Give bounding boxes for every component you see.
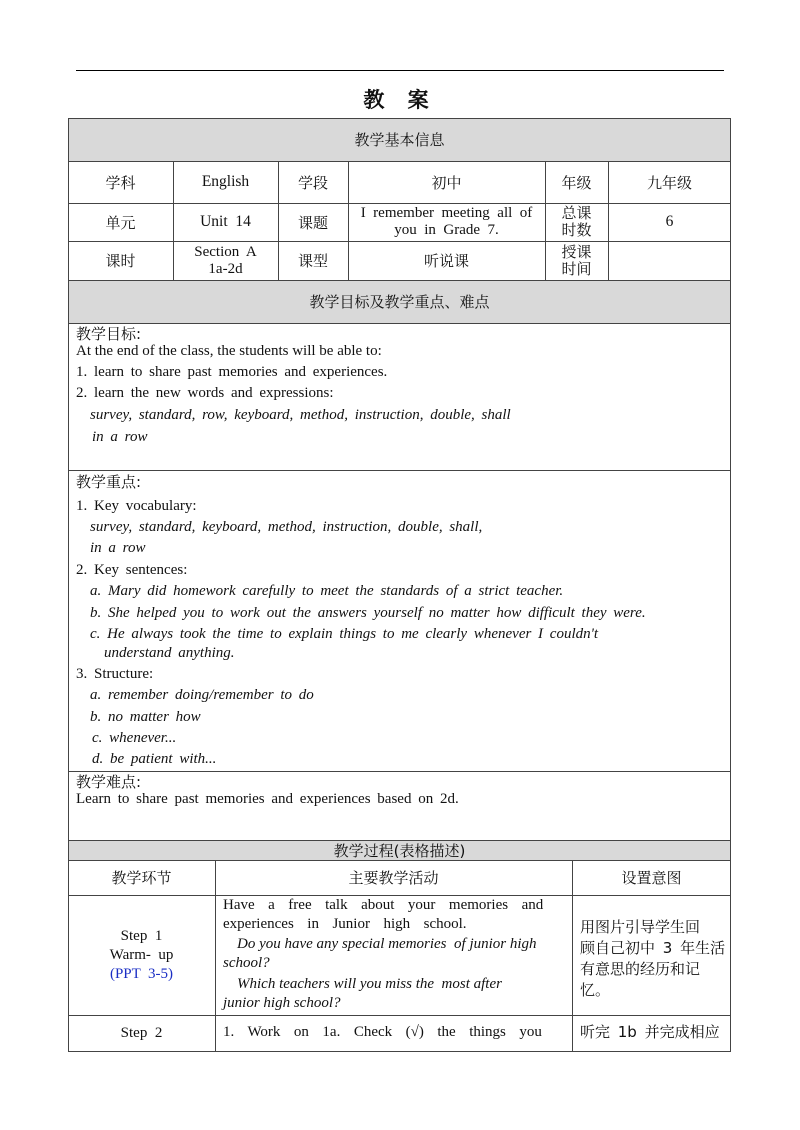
step1-activity-2: experiences in Junior high school. bbox=[223, 916, 467, 932]
key-label: 教学重点: bbox=[76, 473, 142, 491]
type-label: 课型 bbox=[297, 252, 328, 270]
key-points-section bbox=[68, 470, 731, 771]
grid-line bbox=[545, 161, 546, 280]
step2-intent bbox=[572, 1015, 731, 1051]
step1-name: Step 1 bbox=[120, 927, 163, 944]
key-vocab-2: in a row bbox=[90, 540, 146, 556]
class-time-label-1: 授课 bbox=[561, 242, 592, 261]
header-rule bbox=[76, 70, 724, 71]
grid-line bbox=[68, 161, 731, 162]
grid-line bbox=[68, 1051, 731, 1052]
difficult-points-section bbox=[68, 771, 731, 840]
step2-name: Step 2 bbox=[120, 1024, 163, 1041]
step2-intent-1: 听完 1b 并完成相应 bbox=[580, 1023, 720, 1041]
goal-item-1: 1. learn to share past memories and experiences. bbox=[76, 364, 388, 380]
grid-line bbox=[68, 470, 731, 471]
sentence-c-1: c. He always took the time to explain things to me clearly whenever I couldn't bbox=[90, 626, 599, 642]
subject-value: English bbox=[201, 173, 250, 190]
goal-intro: At the end of the class, the students will be able to: bbox=[76, 343, 382, 359]
structure-b: b. no matter how bbox=[90, 709, 201, 725]
period-value bbox=[173, 241, 278, 280]
grid-line bbox=[68, 860, 731, 861]
difficult-label: 教学难点: bbox=[76, 773, 142, 791]
step2-activity-1: 1. Work on 1a. Check (√) the things you bbox=[223, 1024, 542, 1040]
stage-value: 初中 bbox=[431, 173, 462, 192]
grid-line bbox=[68, 895, 731, 896]
grid-line bbox=[68, 840, 731, 841]
step1-intent-1: 用图片引导学生回 bbox=[580, 918, 701, 936]
step1-sub: Warm- up bbox=[109, 946, 174, 963]
grid-line bbox=[173, 161, 174, 280]
grid-line bbox=[608, 161, 609, 280]
grid-line bbox=[278, 161, 279, 280]
grid-line bbox=[68, 118, 69, 1052]
col-header-intent: 设置意图 bbox=[621, 869, 682, 887]
grid-line bbox=[68, 323, 731, 324]
topic-value bbox=[348, 203, 545, 241]
sentence-a: a. Mary did homework carefully to meet the standards of a strict teacher. bbox=[90, 583, 564, 599]
type-value: 听说课 bbox=[423, 252, 469, 270]
structure-a: a. remember doing/remember to do bbox=[90, 687, 314, 703]
grid-line bbox=[215, 860, 216, 1051]
step1-activity-3: Do you have any special memories of junior high bbox=[237, 936, 537, 952]
teaching-goals-section bbox=[68, 323, 731, 470]
period-line-2: 1a-2d bbox=[208, 260, 243, 277]
step1-intent-2: 顾自己初中 3 年生活 bbox=[580, 939, 726, 957]
stage-label: 学段 bbox=[297, 173, 328, 192]
step1-activity-1: Have a free talk about your memories and bbox=[223, 897, 544, 913]
total-hours-label-1: 总课 bbox=[561, 204, 592, 222]
class-time-value bbox=[608, 241, 731, 280]
total-hours-value: 6 bbox=[665, 213, 674, 230]
goal-label: 教学目标: bbox=[76, 325, 142, 343]
step1-ppt-ref: (PPT 3-5) bbox=[109, 965, 174, 982]
step1-intent-3: 有意思的经历和记 bbox=[580, 960, 701, 978]
goal-item-2: 2. learn the new words and expressions: bbox=[76, 385, 334, 401]
step1-activity-4: school? bbox=[223, 955, 270, 971]
sentence-c-2: understand anything. bbox=[104, 645, 235, 661]
difficult-text: Learn to share past memories and experiences based on 2d. bbox=[76, 791, 459, 807]
unit-value: Unit 14 bbox=[200, 213, 251, 230]
document-title: 教 案 bbox=[363, 88, 437, 112]
key-vocab-1: survey, standard, keyboard, method, instruction, double, shall, bbox=[90, 519, 483, 535]
key-item-3: 3. Structure: bbox=[76, 666, 154, 682]
step1-intent bbox=[572, 895, 731, 1015]
grid-line bbox=[68, 280, 731, 281]
grid-line bbox=[68, 118, 731, 119]
class-time-label-2: 时间 bbox=[561, 259, 592, 278]
step2-activity bbox=[215, 1015, 572, 1051]
step1-stage bbox=[68, 895, 215, 1015]
step1-intent-4: 忆。 bbox=[580, 981, 611, 999]
structure-d: d. be patient with... bbox=[92, 751, 217, 767]
grade-label: 年级 bbox=[561, 173, 592, 192]
grid-line bbox=[68, 1015, 731, 1016]
grid-line bbox=[572, 860, 573, 1051]
goal-words-1: survey, standard, row, keyboard, method, instruction, double, shall bbox=[90, 407, 511, 423]
step1-activity-6: junior high school? bbox=[223, 995, 341, 1011]
topic-label: 课题 bbox=[297, 213, 328, 232]
process-heading: 教学过程(表格描述) bbox=[68, 840, 731, 860]
col-header-stage: 教学环节 bbox=[111, 869, 172, 887]
key-item-1: 1. Key vocabulary: bbox=[76, 498, 197, 514]
subject-label: 学科 bbox=[105, 173, 136, 192]
topic-line-2: you in Grade 7. bbox=[394, 222, 499, 238]
grid-line bbox=[730, 118, 731, 1052]
col-header-activity: 主要教学活动 bbox=[348, 869, 439, 887]
grid-line bbox=[68, 771, 731, 772]
step1-activity-5: Which teachers will you miss the most after bbox=[237, 976, 502, 992]
unit-label: 单元 bbox=[105, 213, 136, 232]
goal-words-2: in a row bbox=[92, 429, 148, 445]
topic-line-1: I remember meeting all of bbox=[360, 205, 533, 221]
total-hours-label-2: 时数 bbox=[561, 221, 592, 239]
structure-c: c. whenever... bbox=[92, 730, 177, 746]
period-label: 课时 bbox=[105, 252, 136, 270]
lesson-plan-table bbox=[68, 118, 731, 1051]
sentence-b: b. She helped you to work out the answers yourself no matter how difficult they were. bbox=[90, 605, 646, 621]
grid-line bbox=[348, 161, 349, 280]
basic-info-heading: 教学基本信息 bbox=[68, 118, 731, 161]
grade-value: 九年级 bbox=[646, 173, 692, 192]
grid-line bbox=[68, 241, 731, 242]
grid-line bbox=[68, 203, 731, 204]
total-hours-label bbox=[545, 203, 608, 241]
objectives-heading: 教学目标及教学重点、难点 bbox=[68, 280, 731, 323]
class-time-label bbox=[545, 241, 608, 280]
key-item-2: 2. Key sentences: bbox=[76, 562, 188, 578]
step1-activity bbox=[215, 895, 572, 1015]
period-line-1: Section A bbox=[194, 243, 257, 260]
